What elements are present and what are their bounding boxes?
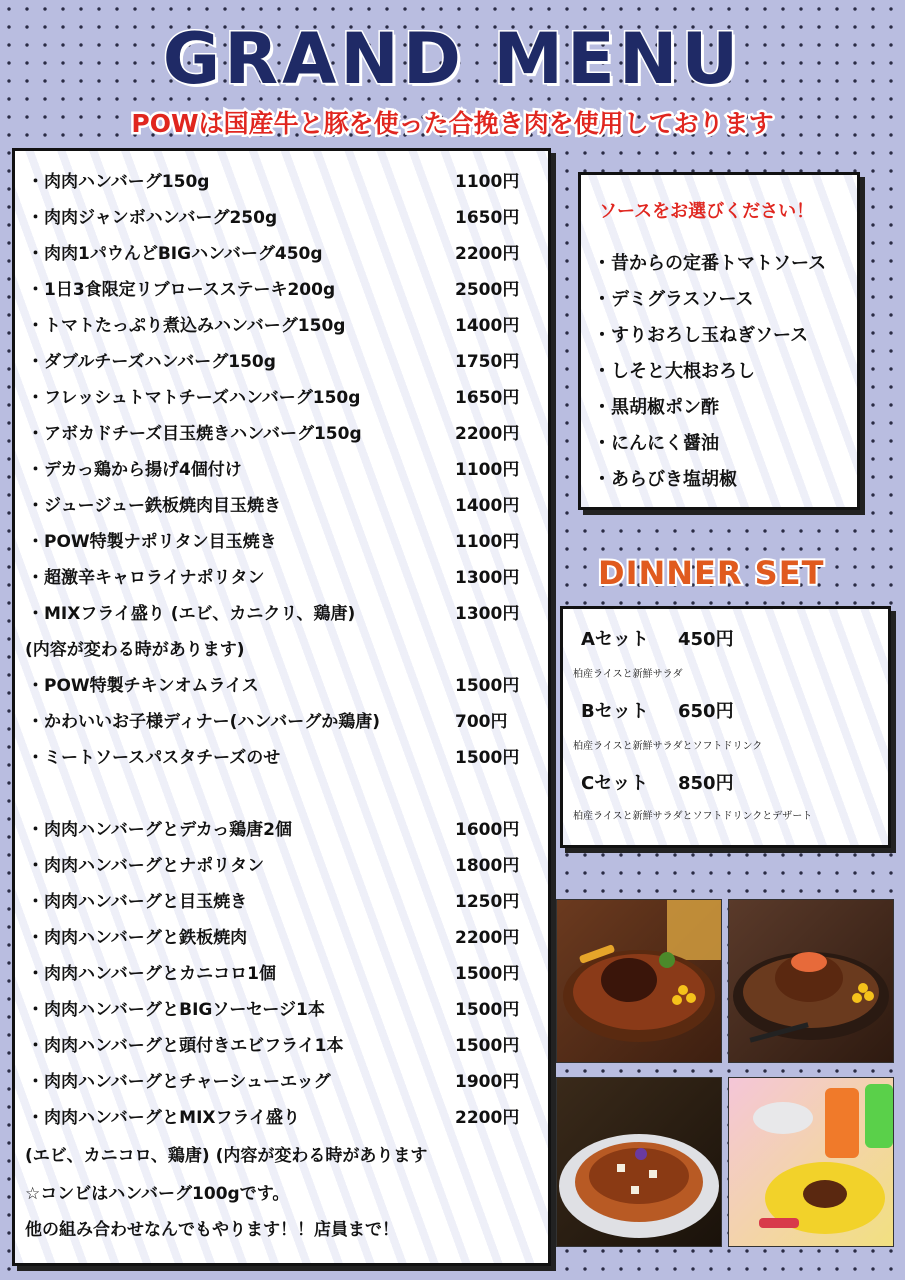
menu-item-price: 2200円 — [455, 424, 520, 444]
menu-row — [27, 383, 536, 415]
combo-item-name: ・肉肉ハンバーグとチャーシューエッグ — [27, 1072, 331, 1092]
combo-item-name: ・肉肉ハンバーグとナポリタン — [27, 856, 265, 876]
main-menu-panel — [12, 148, 551, 1266]
combo-note: (エビ、カニコロ、鶏唐) (内容が変わる時があります — [25, 1146, 428, 1166]
menu-item-price: 1750円 — [455, 352, 520, 372]
menu-row — [27, 743, 536, 775]
set-price: 850円 — [678, 773, 734, 794]
combo-item-price: 1600円 — [455, 820, 520, 840]
sauce-heading: ソースをお選びください！ — [599, 201, 815, 222]
menu-item-price: 1650円 — [455, 388, 520, 408]
menu-row — [27, 239, 536, 271]
menu-row — [27, 923, 536, 955]
menu-item-price: 1400円 — [455, 316, 520, 336]
menu-row — [27, 815, 536, 847]
page-title: GRAND MENU — [162, 18, 743, 100]
combo-item-name: ・肉肉ハンバーグと頭付きエビフライ1本 — [27, 1036, 344, 1056]
combo-item-price: 1500円 — [455, 964, 520, 984]
sauce-item: ・黒胡椒ポン酢 — [593, 397, 719, 418]
set-price: 650円 — [678, 701, 734, 722]
combo-item-price: 1900円 — [455, 1072, 520, 1092]
menu-item-name: ・POW特製ナポリタン目玉焼き — [27, 532, 277, 552]
menu-row — [27, 347, 536, 379]
menu-item-name: ・ミートソースパスタチーズのせ — [27, 748, 281, 768]
menu-row — [27, 527, 536, 559]
menu-item-name: ・ジュージュー鉄板焼肉目玉焼き — [27, 496, 281, 516]
menu-item-price: 1400円 — [455, 496, 520, 516]
combo-item-name: ・肉肉ハンバーグとデカっ鶏唐2個 — [27, 820, 292, 840]
sauce-item: ・すりおろし玉ねぎソース — [593, 325, 809, 346]
dinner-set-title: DINNER SET — [598, 554, 825, 592]
combo-item-name: ・肉肉ハンバーグとカニコロ1個 — [27, 964, 276, 984]
set-name: Cセット — [581, 773, 649, 794]
menu-item-price: 1650円 — [455, 208, 520, 228]
menu-row — [27, 851, 536, 883]
menu-row — [27, 167, 536, 199]
menu-row — [27, 275, 536, 307]
menu-item-price: 1300円 — [455, 568, 520, 588]
menu-row — [27, 455, 536, 487]
food-photo-hamburger-oroshi — [728, 899, 894, 1063]
food-photo-illustration — [729, 900, 893, 1062]
menu-row — [27, 311, 536, 343]
dinner-set-panel — [560, 606, 891, 848]
menu-item-name: ・デカっ鶏から揚げ4個付け — [27, 460, 242, 480]
food-photo-illustration — [729, 1078, 893, 1246]
set-description: 柏産ライスと新鮮サラダとソフトドリンクとデザート — [573, 811, 813, 822]
food-photo-illustration — [557, 1078, 721, 1246]
sauce-panel — [578, 172, 860, 510]
menu-row — [27, 671, 536, 703]
sauce-item: ・デミグラスソース — [593, 289, 754, 310]
menu-item-price: 1100円 — [455, 532, 520, 552]
menu-item-name: ・肉肉1パウんどBIGハンバーグ450g — [27, 244, 323, 264]
combo-item-price: 1500円 — [455, 1036, 520, 1056]
menu-item-price: 2500円 — [455, 280, 520, 300]
menu-row — [27, 995, 536, 1027]
food-photo-kids-dinner — [728, 1077, 894, 1247]
menu-row — [27, 887, 536, 919]
menu-row — [27, 707, 536, 739]
menu-item-name: ・アボカドチーズ目玉焼きハンバーグ150g — [27, 424, 362, 444]
combo-item-price: 1500円 — [455, 1000, 520, 1020]
menu-row — [27, 203, 536, 235]
food-photo-illustration — [557, 900, 721, 1062]
menu-row — [27, 599, 536, 631]
menu-item-name: ・1日3食限定リブロースステーキ200g — [27, 280, 336, 300]
page-subtitle: POWは国産牛と豚を使った合挽き肉を使用しております — [131, 109, 774, 138]
menu-item-name: ・トマトたっぷり煮込みハンバーグ150g — [27, 316, 346, 336]
menu-row — [27, 563, 536, 595]
combo-item-price: 1250円 — [455, 892, 520, 912]
food-photo-pasta — [556, 1077, 722, 1247]
food-photo-hamburger-demi — [556, 899, 722, 1063]
menu-item-name: ・超激辛キャロライナポリタン — [27, 568, 265, 588]
combo-item-name: ・肉肉ハンバーグとBIGソーセージ1本 — [27, 1000, 325, 1020]
set-name: Aセット — [581, 629, 649, 650]
menu-item-price: 1500円 — [455, 676, 520, 696]
menu-row — [27, 419, 536, 451]
sauce-item: ・にんにく醤油 — [593, 433, 719, 454]
menu-item-name: ・MIXフライ盛り (エビ、カニクリ、鶏唐) — [27, 604, 356, 624]
sauce-item: ・昔からの定番トマトソース — [593, 253, 827, 274]
set-price: 450円 — [678, 629, 734, 650]
menu-item-price: 1100円 — [455, 172, 520, 192]
menu-item-name: ・フレッシュトマトチーズハンバーグ150g — [27, 388, 361, 408]
combo-note: 他の組み合わせなんでもやります！！店員まで！ — [25, 1220, 399, 1240]
menu-note: (内容が変わる時があります) — [25, 640, 245, 660]
menu-row — [27, 1067, 536, 1099]
combo-item-name: ・肉肉ハンバーグとMIXフライ盛り — [27, 1108, 300, 1128]
combo-item-name: ・肉肉ハンバーグと目玉焼き — [27, 892, 248, 912]
menu-item-price: 1300円 — [455, 604, 520, 624]
menu-item-name: ・ダブルチーズハンバーグ150g — [27, 352, 276, 372]
combo-note: ☆コンビはハンバーグ100gです。 — [25, 1184, 290, 1204]
set-description: 柏産ライスと新鮮サラダ — [573, 669, 683, 680]
menu-row — [27, 491, 536, 523]
combo-item-price: 2200円 — [455, 928, 520, 948]
set-description: 柏産ライスと新鮮サラダとソフトドリンク — [573, 741, 763, 752]
combo-item-price: 1800円 — [455, 856, 520, 876]
combo-item-price: 2200円 — [455, 1108, 520, 1128]
menu-item-price: 1500円 — [455, 748, 520, 768]
combo-item-name: ・肉肉ハンバーグと鉄板焼肉 — [27, 928, 248, 948]
menu-item-name: ・かわいいお子様ディナー(ハンバーグか鶏唐) — [27, 712, 380, 732]
menu-item-price: 700円 — [455, 712, 508, 732]
menu-item-name: ・肉肉ジャンボハンバーグ250g — [27, 208, 278, 228]
sauce-item: ・しそと大根おろし — [593, 361, 755, 382]
menu-row — [27, 1103, 536, 1135]
sauce-item: ・あらびき塩胡椒 — [593, 469, 737, 490]
menu-row — [27, 959, 536, 991]
menu-item-price: 1100円 — [455, 460, 520, 480]
menu-item-name: ・POW特製チキンオムライス — [27, 676, 259, 696]
set-name: Bセット — [581, 701, 649, 722]
menu-item-price: 2200円 — [455, 244, 520, 264]
menu-row — [27, 1031, 536, 1063]
menu-item-name: ・肉肉ハンバーグ150g — [27, 172, 210, 192]
